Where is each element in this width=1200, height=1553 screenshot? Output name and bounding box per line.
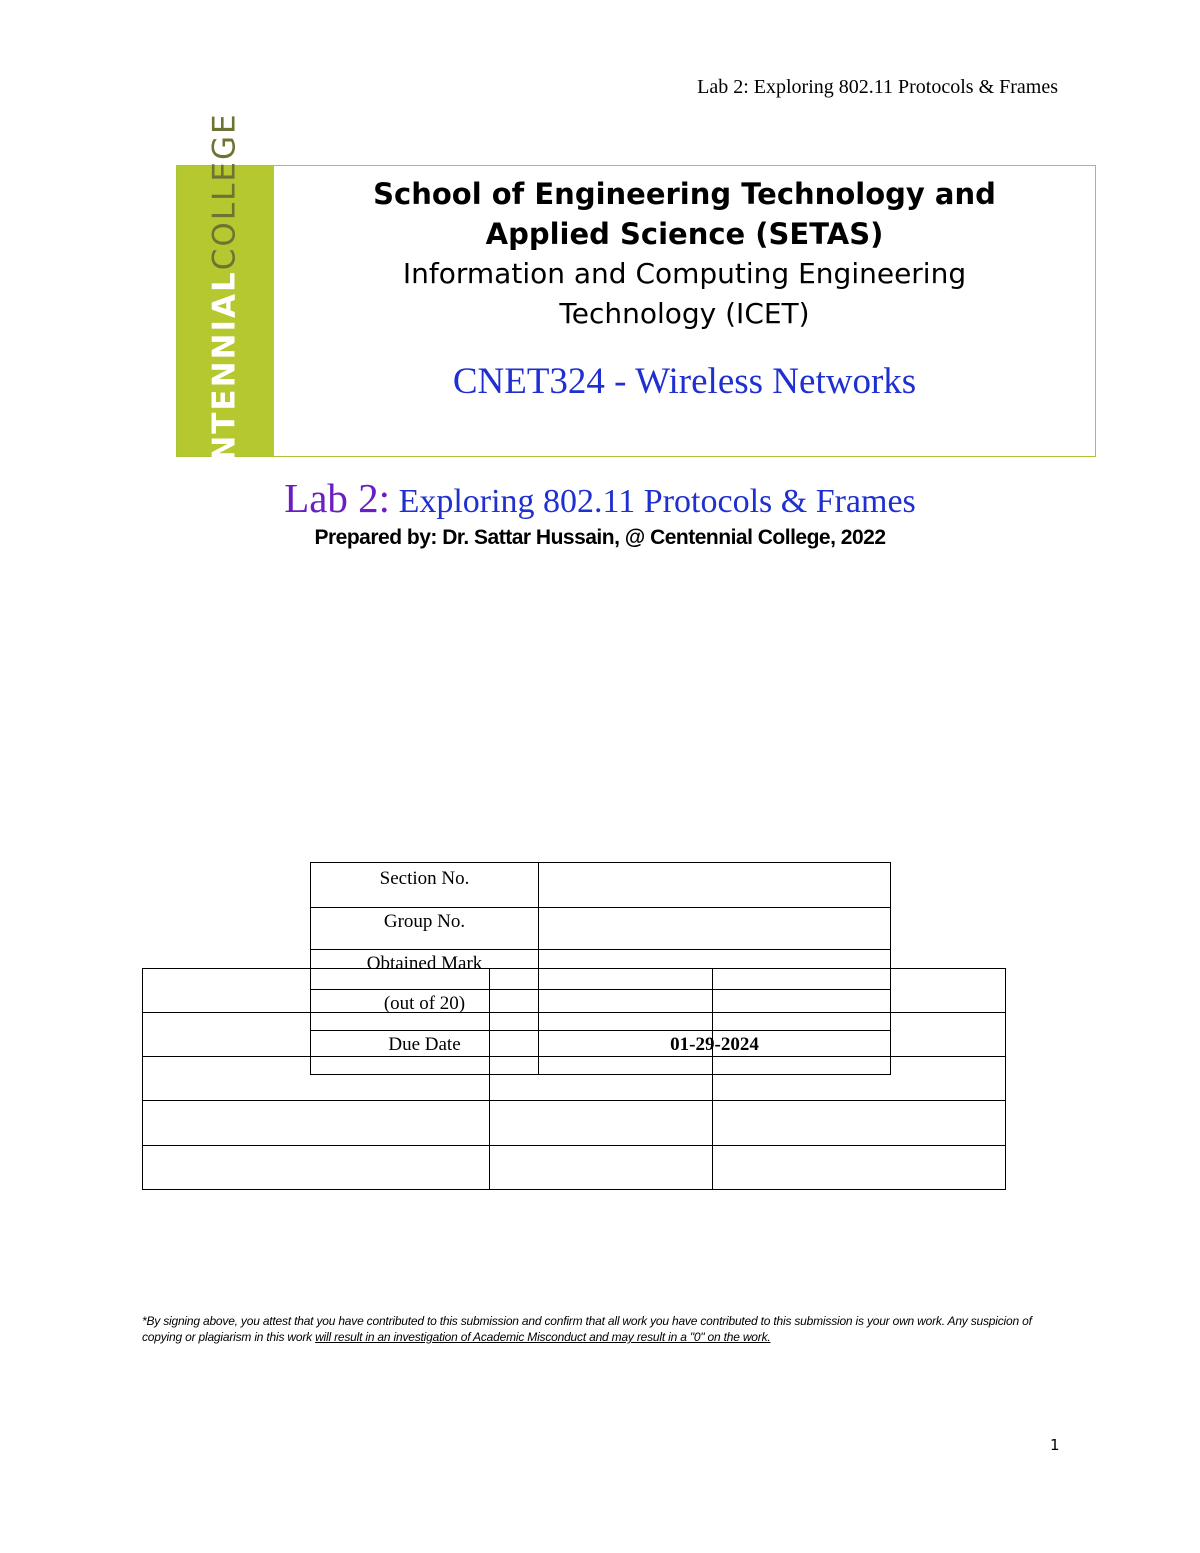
info-label-text: Due Date — [388, 1034, 461, 1055]
info-label-text: Obtained Mark — [366, 953, 483, 974]
info-label-section — [311, 863, 539, 908]
signature-cell[interactable] — [143, 1101, 490, 1146]
disclaimer-text: *By signing above, you attest that you have contributed to this submission and confirm that all work you have contributed to this submission is your own work. Any suspicion of copying or plagiarism in this work — [142, 1314, 1032, 1344]
lab-title — [0, 474, 1200, 522]
info-label-group — [311, 908, 539, 950]
out-of-field[interactable] — [539, 990, 891, 1031]
lab-title-text: Exploring 802.11 Protocols & Frames — [398, 483, 916, 520]
prepared-by: Prepared by: Dr. Sattar Hussain, @ Centennial College, 2022 — [314, 526, 886, 549]
page-number: 1 — [1050, 1436, 1060, 1454]
info-label-text: Group No. — [383, 911, 466, 932]
signature-cell[interactable] — [713, 1146, 1006, 1190]
due-date-field[interactable] — [539, 1031, 891, 1075]
group-no-field[interactable] — [539, 908, 891, 950]
submission-info-table — [310, 862, 891, 1075]
logo-word-college: COLLEGE — [206, 112, 243, 271]
running-header: Lab 2: Exploring 802.11 Protocols & Frames — [697, 76, 1058, 98]
school-name-line1: School of Engineering Technology and — [373, 177, 996, 211]
info-row-group — [311, 908, 891, 950]
due-date-value: 01-29-2024 — [670, 1034, 759, 1055]
department-name-line1: Information and Computing Engineering — [402, 257, 967, 290]
info-label-outof — [311, 990, 539, 1031]
info-row-section — [311, 863, 891, 908]
signature-row — [143, 1101, 1006, 1146]
info-label-text: Section No. — [379, 868, 470, 889]
signature-cell[interactable] — [713, 1101, 1006, 1146]
section-no-field[interactable] — [539, 863, 891, 908]
logo-wordmark — [206, 112, 243, 510]
info-row-mark — [311, 950, 891, 990]
disclaimer-underlined-text: will result in an investigation of Academic Misconduct and may result in a "0" on the work. — [315, 1330, 771, 1344]
academic-integrity-disclaimer — [142, 1313, 1034, 1345]
signature-cell[interactable] — [490, 1146, 713, 1190]
school-name — [294, 174, 1075, 254]
info-label-mark — [311, 950, 539, 990]
school-name-line2: Applied Science (SETAS) — [485, 217, 884, 251]
logo-word-centennial: CENTENNIAL — [206, 270, 243, 510]
info-row-due — [311, 1031, 891, 1075]
college-logo — [177, 112, 274, 510]
department-name-line2: Technology (ICET) — [559, 297, 810, 330]
signature-cell[interactable] — [490, 1101, 713, 1146]
info-label-text: (out of 20) — [383, 993, 466, 1014]
signature-row — [143, 1146, 1006, 1190]
obtained-mark-field[interactable] — [539, 950, 891, 990]
department-name — [314, 254, 1055, 334]
info-row-outof — [311, 990, 891, 1031]
signature-cell[interactable] — [143, 1146, 490, 1190]
info-label-due — [311, 1031, 539, 1075]
title-box-content — [274, 166, 1095, 456]
lab-title-prefix: Lab 2: — [284, 475, 391, 521]
course-title: CNET324 - Wireless Networks — [452, 361, 917, 402]
